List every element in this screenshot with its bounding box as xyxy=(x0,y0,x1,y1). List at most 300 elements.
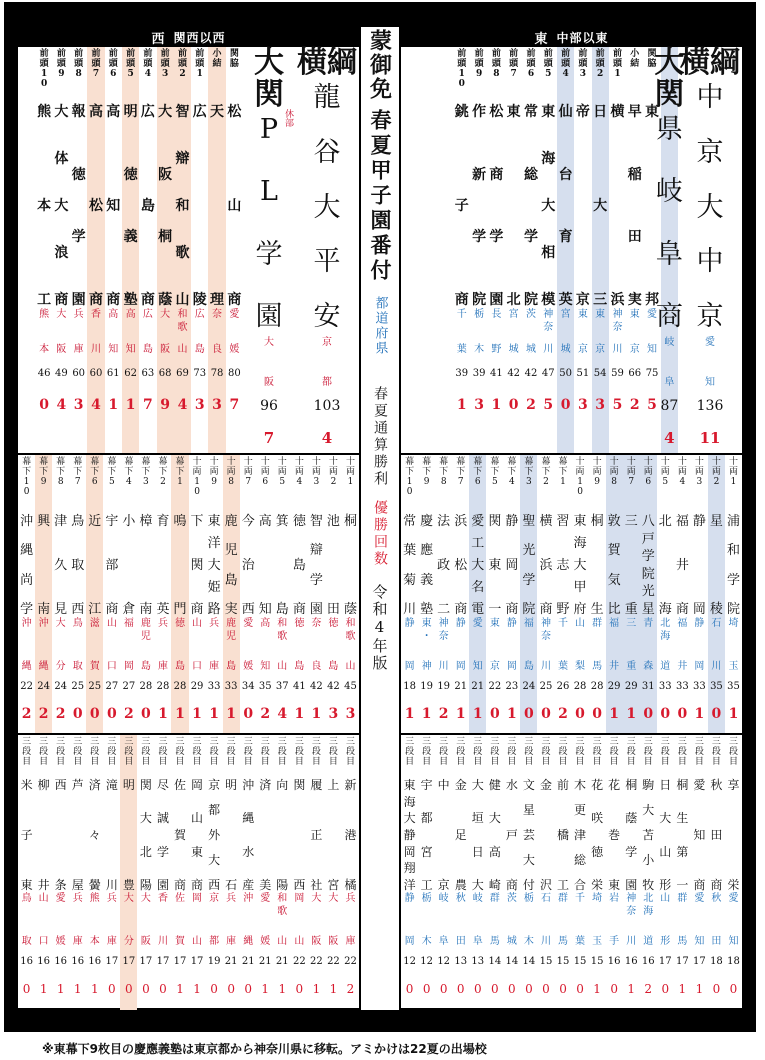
school-name xyxy=(452,777,469,892)
school-name-char: 学 xyxy=(726,572,740,588)
rank-label-char: 下 xyxy=(158,467,168,477)
prefecture-char: 山 xyxy=(38,893,49,904)
prefecture-char: 庫 xyxy=(73,344,84,355)
school-column xyxy=(708,455,725,733)
rank-label-char: 3 xyxy=(696,477,703,487)
school-name-char: 享 xyxy=(727,778,740,792)
rank-label-char: 十 xyxy=(328,457,338,467)
rank-label xyxy=(52,455,69,513)
prefecture-char: 静 xyxy=(404,618,415,629)
school-name-char: 熊 xyxy=(37,104,52,120)
rank-label xyxy=(206,735,223,777)
prefecture-char: 静 xyxy=(404,893,415,904)
school-prefecture xyxy=(452,617,469,673)
school-name-char: 海 xyxy=(403,794,416,809)
ozeki-school-name-char: 商 xyxy=(655,300,683,332)
rank-label-char: 目 xyxy=(524,757,534,767)
championship-count: 2 xyxy=(438,706,449,722)
prefecture-char: 群 xyxy=(558,893,568,904)
prefecture-char: 児 xyxy=(226,631,237,642)
school-name-char: 佐 xyxy=(174,778,187,792)
school-name-char: 松 xyxy=(489,104,504,120)
school-name-char: 邦 xyxy=(645,292,660,308)
school-name xyxy=(486,777,503,892)
rank-label xyxy=(640,735,657,777)
championship-count: 1 xyxy=(175,706,185,722)
rank-label xyxy=(401,455,418,513)
prefecture-char: 岡 xyxy=(404,661,415,672)
rank-label-char: 段 xyxy=(473,747,483,757)
ozeki-school-name-char: 園 xyxy=(255,300,283,332)
school-name-char: 岡 xyxy=(505,558,519,573)
school-name-char: 相 xyxy=(541,245,556,261)
school-name xyxy=(522,103,539,308)
school-prefecture xyxy=(291,617,308,673)
school-name-char: 西 xyxy=(208,878,221,892)
school-name-char: 明 xyxy=(123,104,138,120)
rank-label-char: 段 xyxy=(728,747,738,757)
edition-label: 令和4年版 xyxy=(370,584,389,672)
rank-label-char: 9 xyxy=(475,69,483,79)
school-column xyxy=(18,735,35,1010)
total-wins: 34 xyxy=(241,680,255,692)
rank-label-char: 幕 xyxy=(507,457,517,467)
total-wins: 24 xyxy=(522,680,536,692)
school-prefecture xyxy=(257,892,274,948)
rank-label-char: 3 xyxy=(162,69,169,79)
prefecture-char: 静 xyxy=(506,618,517,629)
yokozuna-school-name xyxy=(314,79,341,337)
rank-label xyxy=(137,455,154,513)
ozeki-school-name-char: P xyxy=(259,114,279,145)
prefecture-char: 城 xyxy=(506,936,517,947)
rank-label xyxy=(572,455,589,513)
school-column xyxy=(657,455,674,733)
school-prefecture xyxy=(557,308,574,356)
ozeki-school-name-char: 阜 xyxy=(655,238,683,270)
school-name xyxy=(557,103,574,308)
school-prefecture xyxy=(35,892,52,948)
prefecture-char: 栃 xyxy=(421,893,432,904)
prefecture-char: 沖 xyxy=(243,893,254,904)
school-name-char: 稲 xyxy=(627,166,642,183)
center-column xyxy=(361,25,399,1010)
school-name-char: 高 xyxy=(106,104,121,120)
prefecture-char: 奈 xyxy=(212,309,223,320)
rank-label-char: 関 xyxy=(229,49,239,59)
rank-label-char: 両 xyxy=(192,467,202,477)
school-name xyxy=(137,777,154,892)
championship-count: 0 xyxy=(141,706,151,722)
championship-count: 1 xyxy=(593,982,601,996)
rank-label-char: 段 xyxy=(490,747,500,757)
total-wins: 12 xyxy=(437,955,451,967)
school-column xyxy=(589,455,606,733)
championship-count: 0 xyxy=(610,982,618,996)
school-name-char: 商 xyxy=(105,602,119,617)
total-wins: 27 xyxy=(122,680,136,692)
school-column xyxy=(592,47,609,453)
rank-label-char: 6 xyxy=(645,477,652,487)
school-name-char: 東 xyxy=(403,778,416,792)
rank-label-char: 2 xyxy=(597,69,604,79)
prefecture-char: 媛 xyxy=(229,344,240,355)
school-name-char: 学 xyxy=(472,229,487,246)
championship-count: 0 xyxy=(72,706,83,722)
rank-label-char: 両 xyxy=(328,467,338,477)
rank-label xyxy=(35,47,52,103)
school-column xyxy=(208,47,225,453)
school-name-char: 大 xyxy=(158,104,173,120)
school-name-char: 法 xyxy=(437,514,451,529)
school-name xyxy=(453,103,470,308)
rank-label-char: 1 xyxy=(347,477,354,487)
school-prefecture xyxy=(120,617,137,673)
rank-label-char: 小 xyxy=(630,49,640,59)
rank-label xyxy=(540,47,557,103)
prefecture-char: 和 xyxy=(277,618,288,629)
prefecture-char: 島 xyxy=(294,661,305,672)
rank-label-char: 段 xyxy=(677,747,687,757)
rank-label-char: 9 xyxy=(40,477,47,487)
rank-label-char: 段 xyxy=(660,747,670,757)
rank-label-char: 5 xyxy=(127,69,134,79)
rank-label xyxy=(18,735,35,777)
school-name-char: 洋 xyxy=(207,536,221,551)
school-prefecture xyxy=(87,308,104,356)
prefecture-char: 阪 xyxy=(328,936,339,947)
championship-count: 1 xyxy=(261,982,270,996)
school-prefecture xyxy=(206,892,223,948)
prefecture-char: 北 xyxy=(643,893,654,904)
rank-label-char: 三 xyxy=(558,737,568,747)
prefecture-char: 大 xyxy=(55,618,66,629)
championship-count: 1 xyxy=(626,706,637,722)
prefecture-char: 児 xyxy=(140,631,151,642)
championship-count: 0 xyxy=(473,982,482,996)
prefecture-char: 野 xyxy=(491,344,502,355)
school-name xyxy=(325,513,342,617)
rank-label-char: 両 xyxy=(243,467,253,477)
west-side xyxy=(16,25,361,1010)
rank-label-char: 段 xyxy=(345,747,355,757)
school-column xyxy=(308,455,325,733)
prefecture-char: 重 xyxy=(626,661,637,672)
school-prefecture xyxy=(171,617,188,673)
total-wins: 22 xyxy=(20,680,33,692)
rank-label xyxy=(557,47,574,103)
rank-label-char: 頭 xyxy=(474,59,484,69)
rank-label xyxy=(86,735,103,777)
rank-label-char: 目 xyxy=(39,757,49,767)
school-column xyxy=(505,47,522,453)
school-name-char: 仙 xyxy=(558,104,573,120)
rank-label xyxy=(120,455,137,513)
prefecture-char: 埼 xyxy=(592,893,603,904)
rank-label-char: 三 xyxy=(541,737,551,747)
school-name-char: 都 xyxy=(420,811,433,826)
school-name-char: 松 xyxy=(227,104,242,120)
prefecture-char: 山 xyxy=(294,936,305,947)
total-wins: 41 xyxy=(292,680,306,692)
school-name xyxy=(105,103,122,308)
school-name-char: 正 xyxy=(310,828,323,842)
school-name-char: 崎 xyxy=(488,877,501,892)
school-name xyxy=(725,513,742,617)
school-column xyxy=(606,455,623,733)
yokozuna-school-name-char: 中 xyxy=(696,82,724,113)
championship-count: 1 xyxy=(694,706,705,722)
school-name-char: 野 xyxy=(556,602,570,617)
rank-label xyxy=(435,735,452,777)
total-wins: 12 xyxy=(420,955,433,967)
school-name-char: 誠 xyxy=(156,811,169,826)
school-name-char: 関 xyxy=(139,778,152,792)
school-prefecture xyxy=(691,617,708,673)
championship-count: 2 xyxy=(55,706,66,722)
rank-label-char: 目 xyxy=(90,757,100,767)
school-column xyxy=(435,735,452,1010)
prefecture-char: 静 xyxy=(455,618,466,629)
rank-label xyxy=(674,455,691,513)
championship-count: 3 xyxy=(345,706,356,722)
school-prefecture xyxy=(503,892,520,948)
championship-count: 0 xyxy=(405,982,414,996)
rank-label-char: 前 xyxy=(595,49,605,59)
rank-label-char: 前 xyxy=(526,49,536,59)
school-name xyxy=(69,513,86,617)
rank-label-char: 前 xyxy=(177,49,187,59)
total-wins: 17 xyxy=(105,955,119,967)
prefecture-char: 和 xyxy=(177,309,188,320)
total-wins: 33 xyxy=(675,680,689,692)
school-prefecture xyxy=(18,892,35,948)
school-name-char: 岡 xyxy=(403,844,416,859)
rank-label-char: 7 xyxy=(74,477,81,487)
total-wins: 14 xyxy=(505,955,519,967)
rank-label-char: 目 xyxy=(158,757,168,767)
school-prefecture xyxy=(505,308,522,356)
school-name-char: 南 xyxy=(139,602,153,617)
school-name-char: 済 xyxy=(259,778,272,792)
school-column xyxy=(35,455,52,733)
championship-count: 7 xyxy=(142,397,153,413)
rank-label xyxy=(240,455,257,513)
championship-count: 1 xyxy=(226,706,237,722)
school-name-char: 工 xyxy=(471,536,485,551)
school-name-char: 学 xyxy=(309,572,323,588)
rank-label-char: 前 xyxy=(91,49,101,59)
rank-label xyxy=(592,47,609,103)
rank-label-char: 目 xyxy=(660,757,670,767)
rank-label-char: 目 xyxy=(209,757,219,767)
rank-label-char: 目 xyxy=(345,757,355,767)
prefecture-char: 大 xyxy=(328,893,339,904)
total-wins: 22 xyxy=(488,680,502,692)
school-name-char: 葉 xyxy=(403,543,417,559)
prefecture-char: 京 xyxy=(322,337,332,348)
rank-label-char: 三 xyxy=(107,737,117,747)
prefecture-char: 神 xyxy=(612,309,623,320)
school-prefecture xyxy=(572,617,589,673)
championship-count: 1 xyxy=(329,982,338,996)
rank-label xyxy=(171,735,188,777)
prefecture-char: 青 xyxy=(643,618,654,629)
rank-label-char: 三 xyxy=(260,737,270,747)
school-name-char: 部 xyxy=(105,558,119,573)
school-column xyxy=(674,455,691,733)
prefecture-char: 山 xyxy=(277,936,288,947)
school-name xyxy=(537,777,554,892)
school-name xyxy=(120,777,137,892)
school-prefecture xyxy=(537,892,554,948)
school-name-char: 智 xyxy=(309,514,323,529)
rank-label-char: 目 xyxy=(626,757,636,767)
prefecture-char: 庫 xyxy=(72,936,83,947)
total-wins: 80 xyxy=(227,367,241,379)
school-column xyxy=(486,735,503,1010)
school-name-char: 栄 xyxy=(591,877,604,892)
prefecture-char: 川 xyxy=(612,344,623,355)
rank-label-char: 三 xyxy=(277,737,287,747)
rank-label-char: 前 xyxy=(39,49,49,59)
school-name-char: 西 xyxy=(54,778,67,792)
school-name xyxy=(540,103,557,308)
prefecture-char: 和 xyxy=(277,893,288,904)
school-name-char: 院 xyxy=(523,291,538,308)
rank-label-char: 下 xyxy=(541,467,551,477)
school-column xyxy=(308,735,325,1010)
school-name-char: 島 xyxy=(275,602,289,617)
school-name-char: 院 xyxy=(522,601,536,617)
championship-count: 1 xyxy=(695,982,704,996)
total-wins: 69 xyxy=(176,367,189,379)
school-column xyxy=(640,455,657,733)
rank-label-char: 前 xyxy=(509,49,519,59)
rank-label-char: 6 xyxy=(474,477,481,487)
rank-label-char: 段 xyxy=(541,747,551,757)
championship-count: 1 xyxy=(176,982,184,996)
school-name-char: 商 xyxy=(539,602,553,617)
total-wins: 24 xyxy=(54,680,68,692)
championship-count: 0 xyxy=(491,982,499,996)
school-name-char: 院 xyxy=(641,566,655,582)
rank-label-char: 関 xyxy=(647,49,657,59)
school-prefecture xyxy=(240,892,257,948)
total-wins: 21 xyxy=(224,955,238,967)
school-name xyxy=(223,777,240,892)
total-wins: 25 xyxy=(539,680,553,692)
prefecture-char: 島 xyxy=(142,344,153,355)
school-name-char: 黌 xyxy=(88,878,101,892)
rank-label-char: 頭 xyxy=(160,59,170,69)
total-wins: 16 xyxy=(54,955,68,967)
rank-label-char: 段 xyxy=(405,747,415,757)
school-name xyxy=(257,777,274,892)
rank-label-char: 段 xyxy=(328,747,338,757)
school-column xyxy=(606,735,623,1010)
prefecture-char: 城 xyxy=(560,344,571,355)
school-name-char: 商 xyxy=(292,602,306,617)
championship-count: 1 xyxy=(312,982,321,996)
school-name-char: 徳 xyxy=(71,166,86,183)
prefecture-char: 京 xyxy=(209,893,220,904)
ozeki-rank-char: 大 xyxy=(254,45,284,80)
championship-count: 1 xyxy=(56,982,65,996)
rank-label xyxy=(189,455,206,513)
rank-label-char: 十 xyxy=(277,457,287,467)
prefecture-char: 神 xyxy=(540,618,551,629)
school-prefecture xyxy=(488,308,505,356)
school-prefecture xyxy=(274,617,291,673)
school-name-char: 商 xyxy=(54,292,69,308)
prefecture-char: 賀 xyxy=(175,936,185,947)
school-name xyxy=(691,777,708,892)
yokozuna-column xyxy=(295,47,359,453)
championship-count: 2 xyxy=(38,706,49,722)
rank-label-char: 両 xyxy=(345,467,355,477)
total-wins: 29 xyxy=(607,680,621,692)
championship-count: 1 xyxy=(192,706,202,722)
school-column xyxy=(401,455,418,733)
school-column xyxy=(537,735,554,1010)
prefecture-char: 庫 xyxy=(209,661,220,672)
school-name-char: 商 xyxy=(675,602,689,617)
school-name-char: 商 xyxy=(454,602,468,617)
rank-label-char: 1 xyxy=(560,477,566,487)
school-column xyxy=(274,735,291,1010)
prefecture-char: 道 xyxy=(643,936,654,947)
east-area: 中部以東 xyxy=(556,30,609,45)
school-prefecture xyxy=(103,617,120,673)
prefecture-char: 宮 xyxy=(560,309,571,320)
total-wins: 46 xyxy=(37,367,51,379)
prefecture-char: 福 xyxy=(609,618,620,629)
rank-label xyxy=(223,455,240,513)
school-column xyxy=(342,735,359,1010)
school-name-char: 塾 xyxy=(420,601,434,617)
rank-label-char: 頭 xyxy=(543,59,553,69)
school-name-char: 比 xyxy=(607,601,621,617)
school-name-char: 理 xyxy=(210,292,225,308)
prefecture-char: 東 xyxy=(595,309,606,320)
total-wins: 15 xyxy=(539,955,553,967)
school-column xyxy=(137,455,154,733)
prefecture-char: 奈 xyxy=(626,906,637,917)
school-name-char: 慶 xyxy=(420,514,434,529)
prefecture-char: 知 xyxy=(125,344,136,355)
rank-label xyxy=(708,455,725,513)
prefecture-char: 熊 xyxy=(39,309,50,320)
rank-label-char: 頭 xyxy=(457,59,467,69)
total-wins: 63 xyxy=(141,367,155,379)
school-name-char: 院 xyxy=(472,291,487,308)
school-name-char: 日 xyxy=(471,844,484,859)
school-name-char: 商 xyxy=(693,878,706,892)
school-column xyxy=(623,455,640,733)
school-name-char: 大 xyxy=(139,811,152,826)
yokozuna-school-name xyxy=(697,79,724,337)
school-name xyxy=(572,777,589,892)
total-wins: 66 xyxy=(628,367,642,379)
school-name-char: 宇 xyxy=(105,514,119,529)
school-name-char: 園 xyxy=(489,291,504,308)
prefecture-char: 岡 xyxy=(455,661,466,672)
school-name-char: 政 xyxy=(437,558,451,573)
school-name xyxy=(86,777,103,892)
rank-label xyxy=(342,455,359,513)
prefecture-char: 縄 xyxy=(38,661,49,672)
